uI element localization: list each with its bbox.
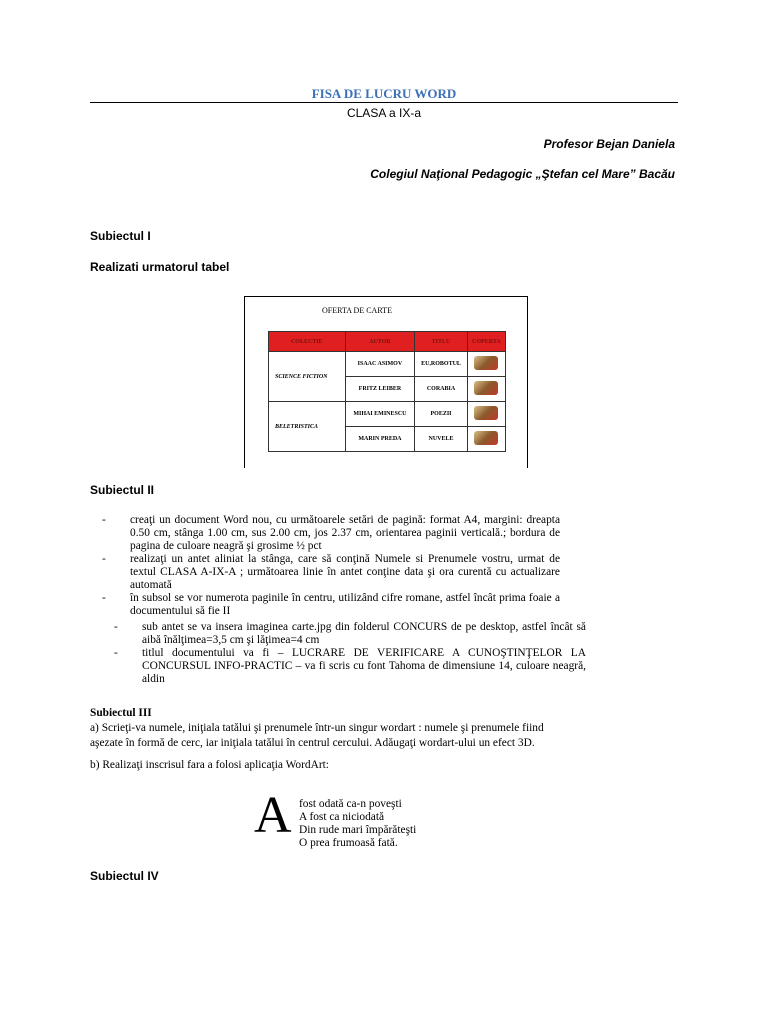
document-title: FISA DE LUCRU WORD bbox=[311, 86, 457, 101]
list-item: - sub antet se va insera imaginea carte.jpg din folderul CONCURS de pe desktop, astfel încât să aibă înălţimea=3,5 cm şi lăţimea=4 cm bbox=[114, 621, 586, 646]
author-cell: FRITZ LEIBER bbox=[345, 377, 415, 402]
poem-line: O prea frumoasă fată. bbox=[299, 837, 398, 849]
column-header: AUTOR bbox=[345, 332, 415, 352]
title-cell: EU,ROBOTUL bbox=[415, 352, 468, 377]
author-cell: ISAAC ASIMOV bbox=[345, 352, 415, 377]
poem-line: Din rude mari împărăteşti bbox=[299, 824, 417, 836]
poem-line: fost odată ca-n poveşti bbox=[299, 798, 402, 810]
subject-2-list-2 bbox=[114, 621, 586, 686]
column-header: COLECTIE bbox=[269, 332, 346, 352]
subject-4-heading: Subiectul IV bbox=[90, 869, 159, 883]
subject-2-list-1 bbox=[102, 514, 560, 618]
table-row bbox=[269, 352, 506, 377]
title-cell: CORABIA bbox=[415, 377, 468, 402]
title-cell: NUVELE bbox=[415, 427, 468, 452]
column-header: TITLU bbox=[415, 332, 468, 352]
column-header: COPERTA bbox=[467, 332, 505, 352]
subject-3-task-b: b) Realizaţi inscrisul fara a folosi aplicaţia WordArt: bbox=[90, 759, 329, 771]
cover-cell bbox=[467, 377, 505, 402]
subject-3-heading: Subiectul III bbox=[90, 707, 152, 719]
book-icon bbox=[474, 356, 498, 370]
cover-cell bbox=[467, 402, 505, 427]
cover-cell bbox=[467, 427, 505, 452]
table-row bbox=[269, 402, 506, 427]
poem-block bbox=[299, 798, 416, 850]
poem-line: A fost ca niciodată bbox=[299, 811, 385, 823]
class-label: CLASA a IX-a bbox=[346, 106, 422, 120]
book-icon bbox=[474, 381, 498, 395]
drop-cap: A bbox=[254, 787, 292, 844]
school-name: Colegiul Naţional Pedagogic „Ştefan cel Mare” Bacău bbox=[370, 167, 675, 181]
book-icon bbox=[474, 431, 498, 445]
subject-1-instruction: Realizati urmatorul tabel bbox=[90, 260, 230, 274]
table-caption: OFERTA DE CARTE bbox=[322, 306, 392, 315]
teacher-name: Profesor Bejan Daniela bbox=[543, 137, 675, 151]
collection-cell: BELETRISTICA bbox=[269, 402, 346, 452]
title-underline bbox=[90, 102, 678, 103]
author-cell: MIHAI EMINESCU bbox=[345, 402, 415, 427]
subject-1-heading: Subiectul I bbox=[90, 229, 151, 243]
list-item: - realizaţi un antet aliniat la stânga, care să conţină Numele si Prenumele vostru, urmat de textul CLASA A-IX-A ; următoarea linie în antet conţine data şi ora curentă cu actualizare automată bbox=[102, 553, 560, 591]
subject-3-task-a: a) Scrieţi-va numele, iniţiala tatălui şi prenumele într-un singur wordart : numele şi prenumele fiind aşezate în formă de cerc, iar iniţiala tatălui în centrul cercului. Adăugaţi wordart-ului un efect 3D. bbox=[90, 722, 544, 749]
book-icon bbox=[474, 406, 498, 420]
cover-cell bbox=[467, 352, 505, 377]
book-offer-table bbox=[268, 331, 506, 452]
list-item: - în subsol se vor numerota paginile în centru, utilizând cifre romane, astfel încât prima foaie a documentului să fie II bbox=[102, 592, 560, 617]
title-cell: POEZII bbox=[415, 402, 468, 427]
list-item: - titlul documentului va fi – LUCRARE DE VERIFICARE A CUNOŞTINŢELOR LA CONCURSUL INFO-PRACTIC – va fi scris cu font Tahoma de dimensiune 14, culoare neagră, aldin bbox=[114, 647, 586, 685]
collection-cell: SCIENCE FICTION bbox=[269, 352, 346, 402]
list-item: - creaţi un document Word nou, cu următoarele setări de pagină: format A4, margini: dreapta 0.50 cm, stânga 1.00 cm, sus 2.00 cm, jos 2.37 cm, orientarea paginii verticală.; bordura de pagina de culoare neagră şi grosime ½ pct bbox=[102, 514, 560, 552]
author-cell: MARIN PREDA bbox=[345, 427, 415, 452]
subject-2-heading: Subiectul II bbox=[90, 483, 155, 497]
